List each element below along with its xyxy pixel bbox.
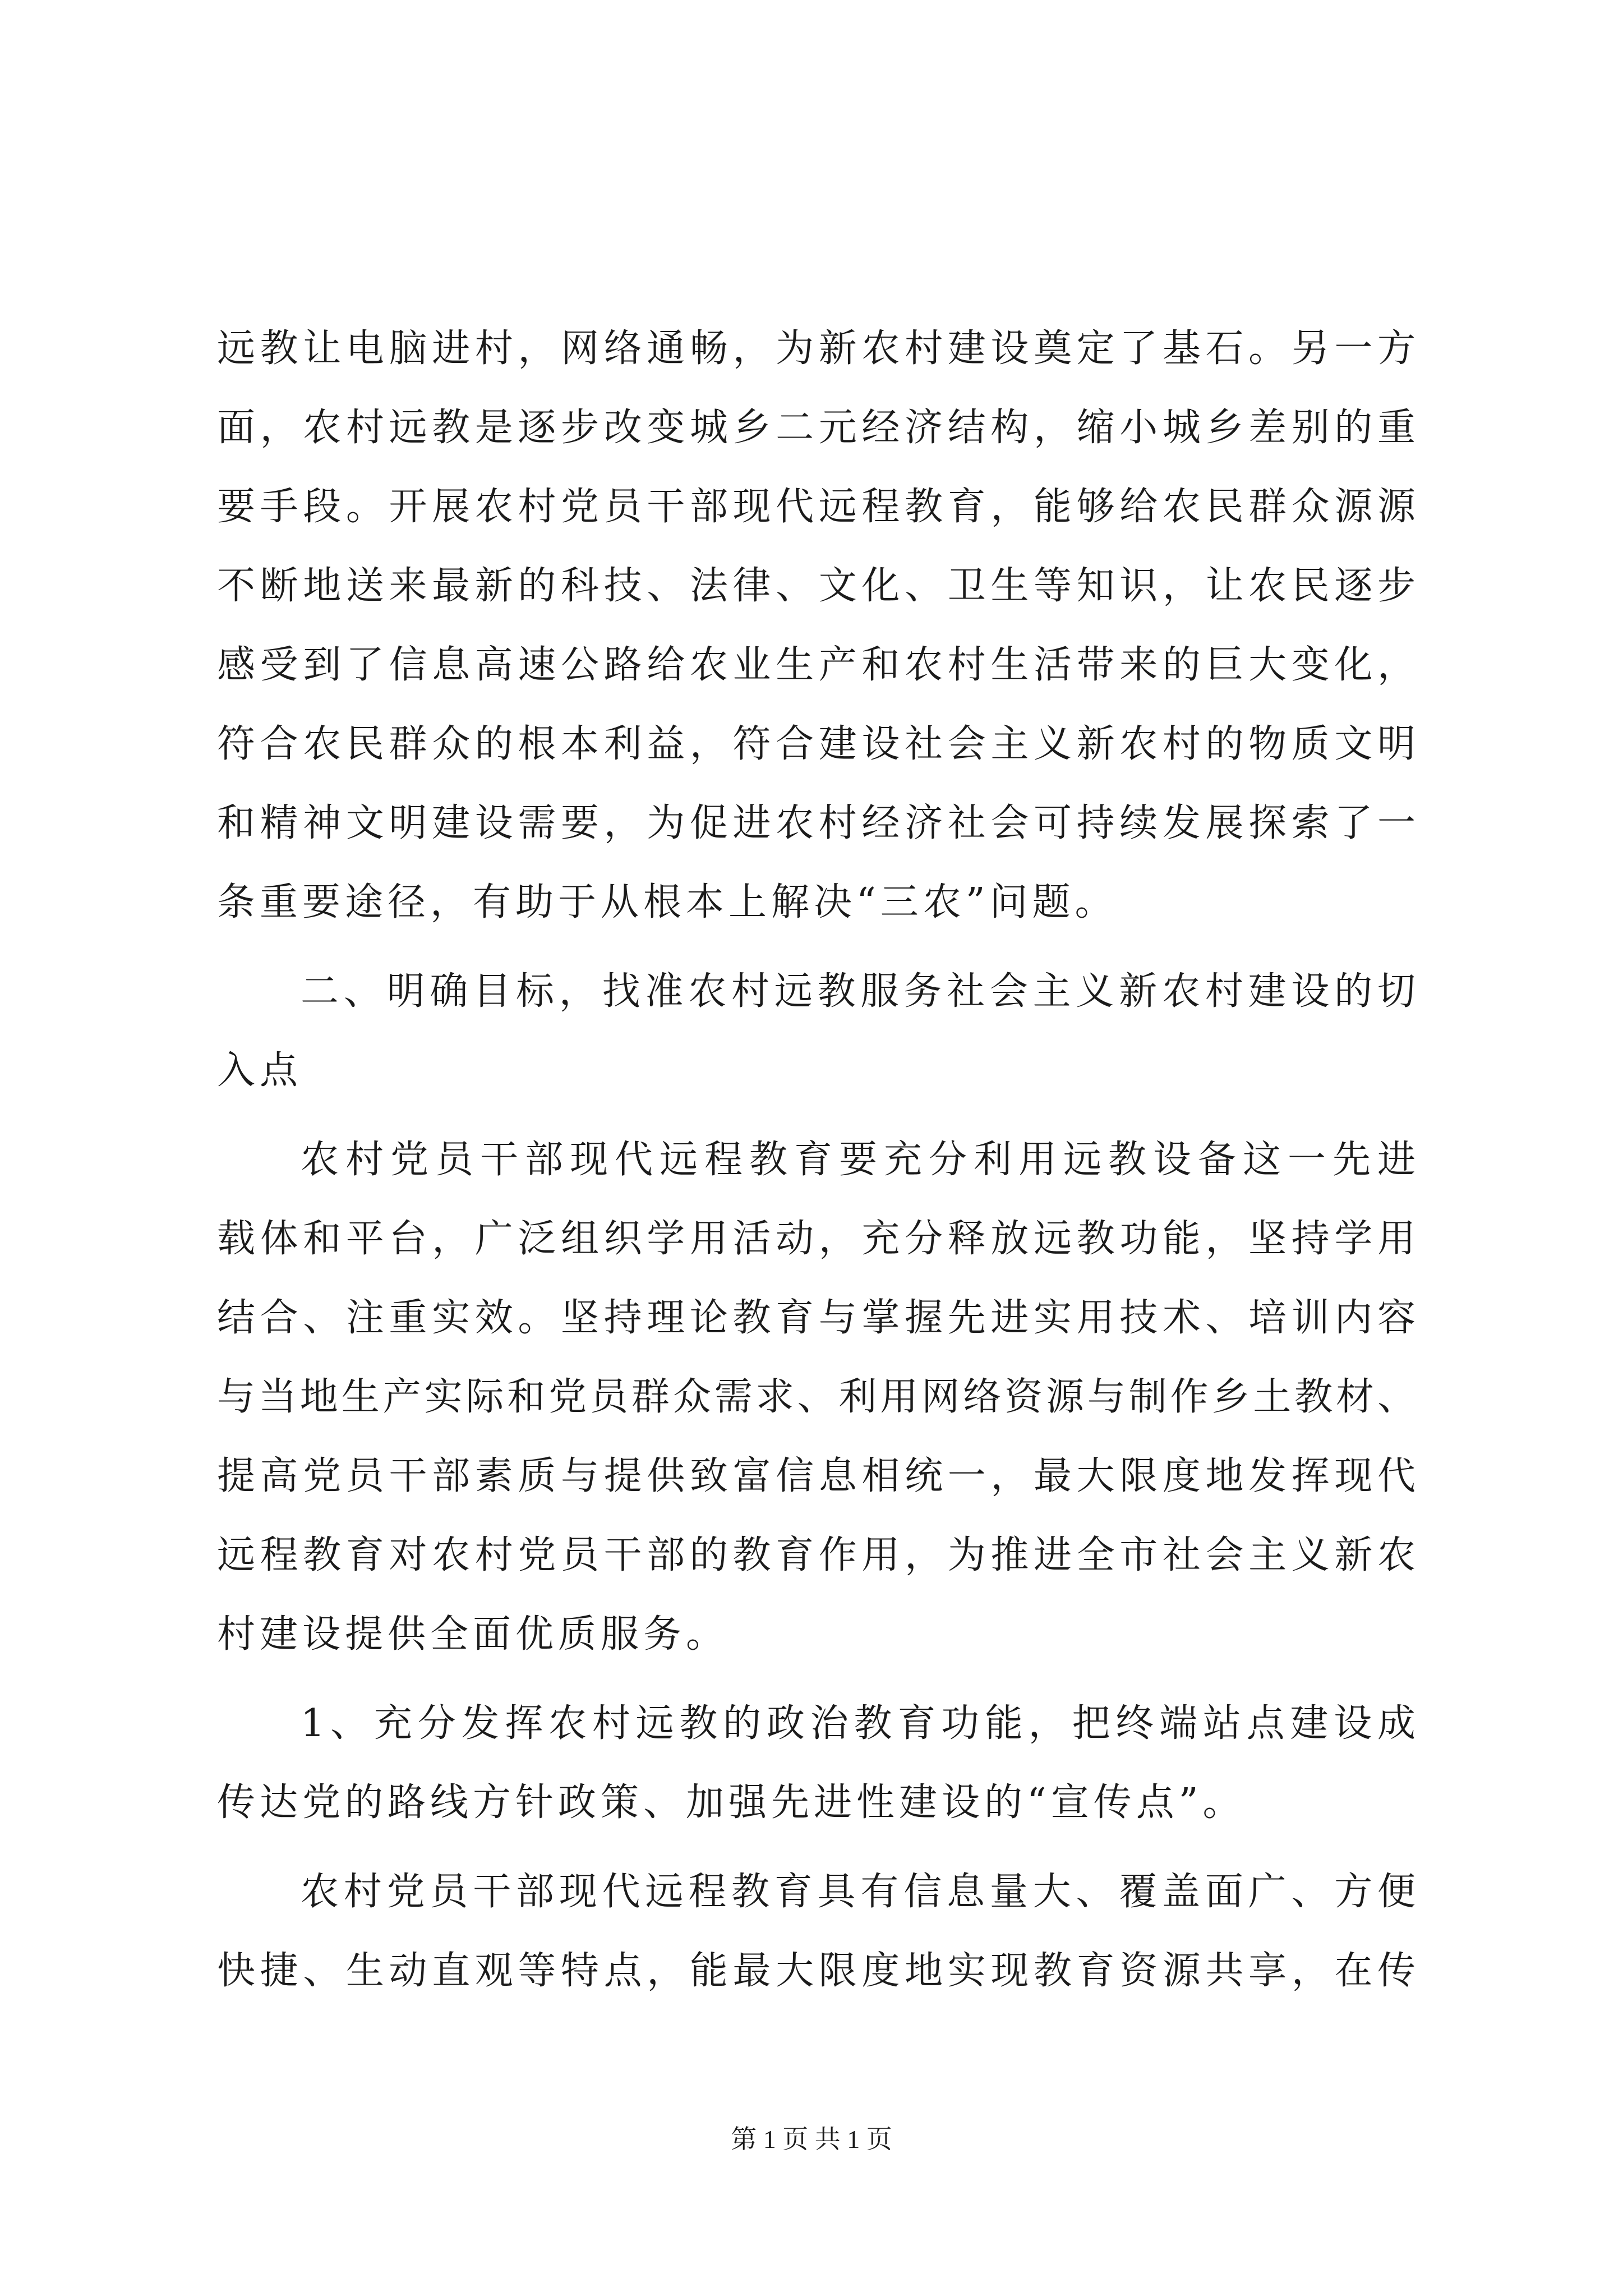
paragraph-continuation bbox=[217, 309, 1417, 942]
text-line: 快捷、生动直观等特点，能最大限度地实现教育资源共享，在传 bbox=[217, 1949, 1417, 1993]
text-line: 农村党员干部现代远程教育具有信息量大、覆盖面广、方便 bbox=[301, 1870, 1417, 1914]
text-line: 1、充分发挥农村远教的政治教育功能，把终端站点建设成 bbox=[301, 1701, 1417, 1746]
text-line: 远教让电脑进村，网络通畅，为新农村建设奠定了基石。另一方 bbox=[217, 326, 1417, 371]
text-line: 提高党员干部素质与提供致富信息相统一，最大限度地发挥现代 bbox=[217, 1454, 1417, 1498]
page-footer: 第 1 页 共 1 页 bbox=[731, 2125, 892, 2154]
heading-line: 二、明确目标，找准农村远教服务社会主义新农村建设的切 bbox=[301, 969, 1417, 1014]
heading-line: 入点 bbox=[217, 1048, 303, 1093]
section-heading bbox=[217, 952, 1417, 1110]
text-line: 村建设提供全面优质服务。 bbox=[217, 1612, 729, 1657]
text-line: 与当地生产实际和党员群众需求、利用网络资源与制作乡土教材、 bbox=[217, 1375, 1417, 1419]
paragraph bbox=[217, 1852, 1417, 2010]
text-line: 条重要途径，有助于从根本上解决“三农”问题。 bbox=[217, 880, 1118, 924]
text-line: 传达党的路线方针政策、加强先进性建设的“宣传点”。 bbox=[217, 1780, 1246, 1825]
text-line: 面，农村远教是逐步改变城乡二元经济结构，缩小城乡差别的重 bbox=[217, 406, 1417, 450]
text-line: 符合农民群众的根本利益，符合建设社会主义新农村的物质文明 bbox=[217, 722, 1417, 766]
text-line: 和精神文明建设需要，为促进农村经济社会可持续发展探索了一 bbox=[217, 801, 1417, 845]
text-line: 不断地送来最新的科技、法律、文化、卫生等知识，让农民逐步 bbox=[217, 564, 1417, 608]
text-line: 农村党员干部现代远程教育要充分利用远教设备这一先进 bbox=[301, 1138, 1417, 1182]
document-body bbox=[217, 309, 1417, 2010]
text-line: 载体和平台，广泛组织学用活动，充分释放远教功能，坚持学用 bbox=[217, 1217, 1417, 1261]
text-line: 要手段。开展农村党员干部现代远程教育，能够给农民群众源源 bbox=[217, 485, 1417, 529]
text-line: 远程教育对农村党员干部的教育作用，为推进全市社会主义新农 bbox=[217, 1533, 1417, 1577]
numbered-subheading bbox=[217, 1684, 1417, 1842]
text-line: 结合、注重实效。坚持理论教育与掌握先进实用技术、培训内容 bbox=[217, 1296, 1417, 1340]
text-line: 感受到了信息高速公路给农业生产和农村生活带来的巨大变化， bbox=[217, 643, 1417, 687]
paragraph bbox=[217, 1120, 1417, 1674]
